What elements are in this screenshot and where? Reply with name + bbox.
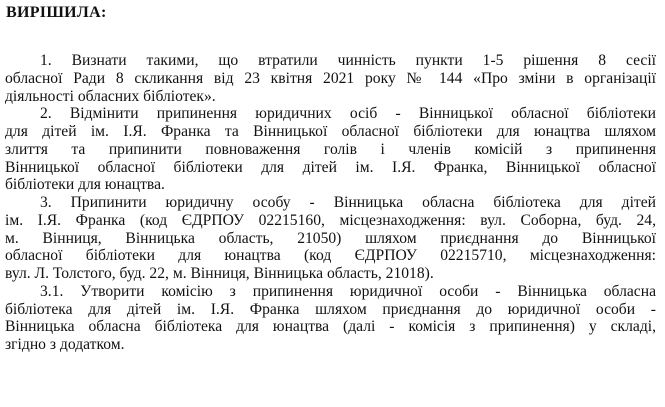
paragraph-3 bbox=[5, 194, 656, 283]
paragraph-line: Вінницька обласна бібліотека для юнацтва (далі - комісія з припинення) у складі, bbox=[5, 318, 656, 336]
paragraph-line: обласної Ради 8 скликання від 23 квітня 2021 року № 144 «Про зміни в організації bbox=[5, 69, 656, 87]
paragraph-line: 3.1. Утворити комісію з припинення юридичної особи - Вінницька обласна bbox=[40, 282, 656, 300]
paragraph-line: бібліотеки для юнацтва. bbox=[5, 176, 165, 194]
paragraph-line: для дітей ім. І.Я. Франка та Вінницької обласної бібліотеки для юнацтва шляхом bbox=[5, 123, 656, 140]
paragraph-line: злиття та припинити повноваження голів і членів комісій з припинення bbox=[5, 140, 656, 158]
paragraph-1 bbox=[5, 52, 656, 105]
paragraph-line: ім. І.Я. Франка (код ЄДРПОУ 02215160, місцезнаходження: вул. Соборна, буд. 24, bbox=[5, 211, 656, 229]
paragraph-line: 2. Відмінити припинення юридичних осіб - Вінницької обласної бібліотеки bbox=[40, 105, 656, 123]
paragraph-line: 3. Припинити юридичну особу - Вінницька обласна бібліотека для дітей bbox=[40, 194, 656, 211]
paragraph-2 bbox=[5, 105, 656, 194]
paragraph-line: діяльності обласних бібліотек». bbox=[5, 87, 216, 105]
paragraph-line: 1. Визнати такими, що втратили чинність пункти 1-5 рішення 8 сесії bbox=[40, 52, 656, 69]
paragraph-line: бібліотека для дітей ім. І.Я. Франка шляхом приєднання до юридичної особи - bbox=[5, 300, 656, 318]
document-body bbox=[5, 52, 656, 354]
paragraph-line: згідно з додатком. bbox=[5, 336, 125, 353]
paragraph-line: м. Вінниця, Вінницька область, 21050) шляхом приєднання до Вінницької bbox=[5, 229, 656, 247]
paragraph-line: вул. Л. Толстого, буд. 22, м. Вінниця, Вінницька область, 21018). bbox=[5, 265, 434, 282]
paragraph-line: Вінницької обласної бібліотеки для дітей ім. І.Я. Франка, Вінницької обласної bbox=[5, 158, 656, 176]
decision-heading: ВИРІШИЛА: bbox=[6, 4, 107, 21]
paragraph-4 bbox=[5, 283, 656, 354]
paragraph-line: обласної бібліотеки для юнацтва (код ЄДРПОУ 02215710, місцезнаходження: bbox=[5, 247, 656, 265]
